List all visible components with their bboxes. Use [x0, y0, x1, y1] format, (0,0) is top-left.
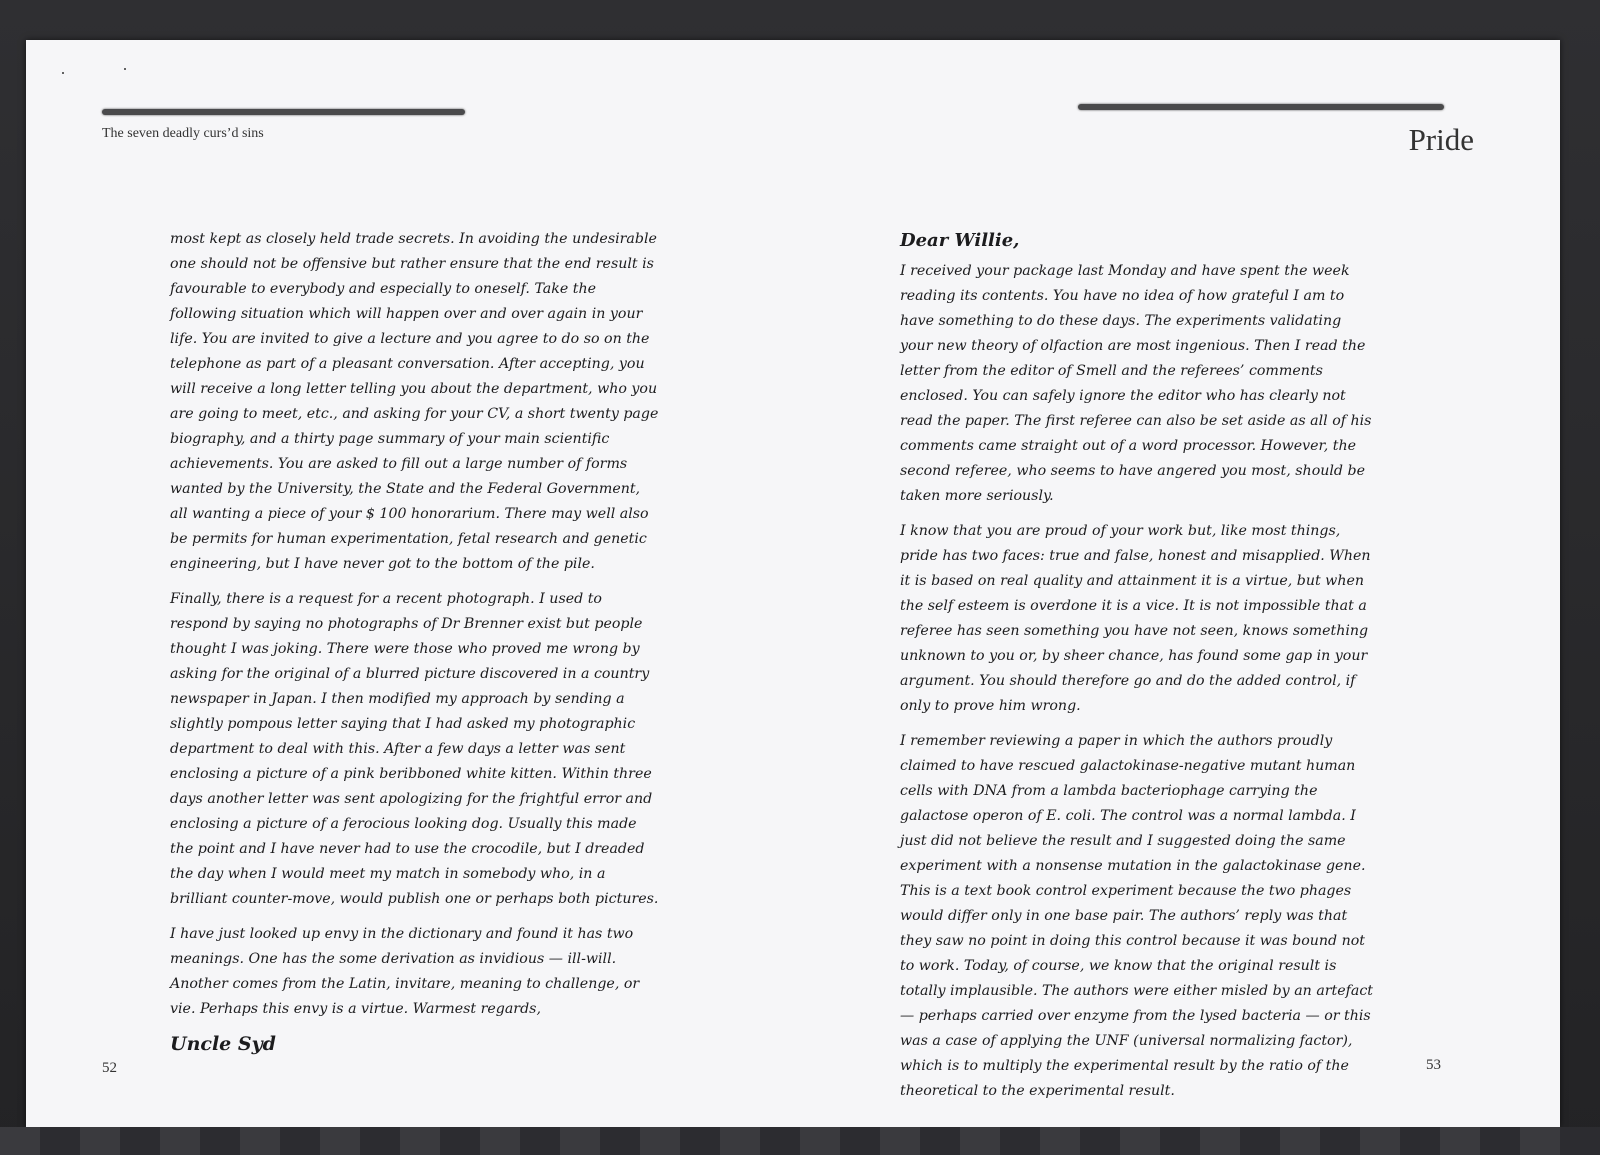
signature: Uncle Syd [170, 1033, 276, 1055]
paragraph: I received your package last Monday and have spent the week reading its contents. You have no idea of how grateful I am to have something to do these days. The experiments validating your new theory of olfaction are most ingenious. Then I read the letter from the editor of Smell and the referees’ comments enclosed. You can safely ignore the editor who has clearly not read the paper. The first referee can also be set aside as all of his comments came straight out of a word processor. However, the second referee, who seems to have angered you most, should be taken more seriously. [900, 263, 1372, 504]
speck [62, 72, 64, 74]
paragraph: I have just looked up envy in the dictionary and found it has two meanings. One has the some derivation as invidious — ill-will. Another comes from the Latin, invitare, meaning to challenge, or vie. Perhaps this envy is a virtue. Warmest regards, [170, 926, 640, 1017]
page-number-left: 52 [102, 1060, 117, 1076]
book-spread [26, 40, 1560, 1127]
header-rule-left [102, 109, 465, 115]
header-rule-right [1078, 104, 1444, 110]
running-head-left: The seven deadly curs’d sins [102, 126, 264, 141]
paragraph: I remember reviewing a paper in which the authors proudly claimed to have rescued galactokinase-negative mutant human cells with DNA from a lambda bacteriophage carrying the galactose operon of E. coli. The control was a normal lambda. I just did not believe the result and I suggested doing the same experiment with a nonsense mutation in the galactokinase gene. This is a text book control experiment because the two phages would differ only in one base pair. The authors’ reply was that they saw no point in doing this control because it was bound not to work. Today, of course, we know that the original result is totally implausible. The authors were either misled by an artefact — perhaps carried over enzyme from the lysed bacteria — or this was a case of applying the UNF (universal normalizing factor), which is to multiply the experimental result by the ratio of the theoretical to the experimental result. [900, 733, 1374, 1099]
greeting: Dear Willie, [900, 230, 1020, 251]
paragraph: Finally, there is a request for a recent photograph. I used to respond by saying no photographs of Dr Brenner exist but people thought I was joking. There were those who proved me wrong by asking for the original of a blurred picture discovered in a country newspaper in Japan. I then modified my approach by sending a slightly pompous letter saying that I had asked my photographic department to deal with this. After a few days a letter was sent enclosing a picture of a pink beribboned white kitten. Within three days another letter was sent apologizing for the frightful error and enclosing a picture of a ferocious looking dog. Usually this made the point and I have never had to use the crocodile, but I dreaded the day when I would meet my match in somebody who, in a brilliant counter-move, would publish one or perhaps both pictures. [170, 591, 659, 907]
speck [124, 68, 126, 70]
right-page-body [900, 228, 1378, 1114]
page-number-right: 53 [1426, 1057, 1441, 1073]
scan-bottom-edge [0, 1127, 1600, 1155]
running-head-right: Pride [1408, 122, 1474, 157]
paragraph: I know that you are proud of your work but, like most things, pride has two faces: true and false, honest and misapplied. When it is based on real quality and attainment it is a virtue, but when the self esteem is overdone it is a vice. It is not impossible that a referee has seen something you have not seen, knows something unknown to you or, by sheer chance, has found some gap in your argument. You should therefore go and do the added control, if only to prove him wrong. [900, 523, 1371, 714]
left-page-body [170, 227, 660, 1057]
paragraph: most kept as closely held trade secrets. In avoiding the undesirable one should not be offensive but rather ensure that the end result is favourable to everybody and especially to oneself. Take the following situation which will happen over and over again in your life. You are invited to give a lecture and you agree to do so on the telephone as part of a pleasant conversation. After accepting, you will receive a long letter telling you about the department, who you are going to meet, etc., and asking for your CV, a short twenty page biography, and a thirty page summary of your main scientific achievements. You are asked to fill out a large number of forms wanted by the University, the State and the Federal Government, all wanting a piece of your $ 100 honorarium. There may well also be permits for human experimentation, fetal research and genetic engineering, but I have never got to the bottom of the pile. [170, 231, 659, 572]
